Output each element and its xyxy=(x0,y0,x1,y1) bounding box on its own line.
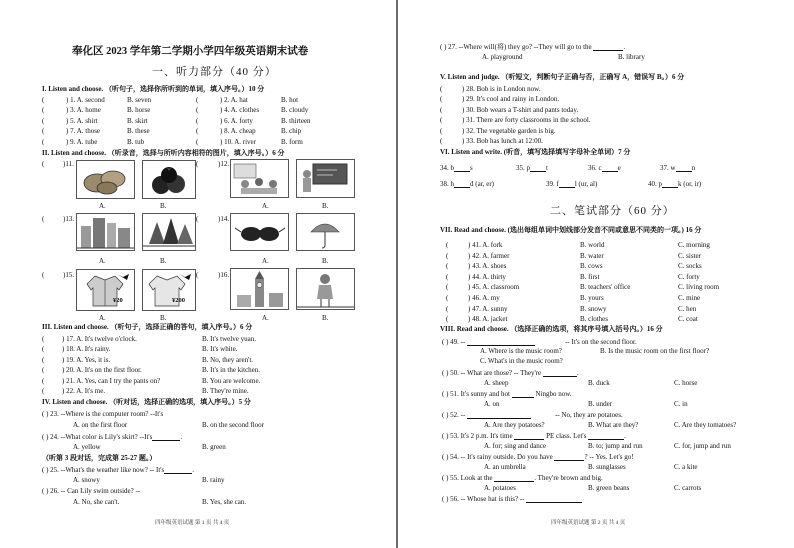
section5-row-5-cell-1: ( xyxy=(440,126,443,135)
q26-option-b: B. Yes, she can. xyxy=(202,498,247,506)
q14-num: )14. xyxy=(218,215,230,223)
section3-row-4-cell-2: ) 20. A. It's on the first floor. xyxy=(62,366,142,375)
q56-answer-blank xyxy=(526,495,582,503)
q14-paren: ( xyxy=(196,215,199,223)
section1-row-2-cell-3: B. horse xyxy=(127,106,151,115)
picture-umbrella xyxy=(296,213,355,251)
section7-heading: VII. Read and choose. (选出每组单词中划线部分发音不同或意思不同类的一项。) 16 分 xyxy=(440,226,702,234)
q26-stem: ( ) 26. -- Can Lily swim outside? -- xyxy=(42,487,141,495)
section1-row-5-cell-6: B. form xyxy=(281,137,303,146)
fill-word-blank[interactable] xyxy=(676,164,692,172)
fill-word-blank[interactable] xyxy=(602,164,618,172)
q55o-option-3: C. carrots xyxy=(674,484,702,492)
section7-row-4-cell-3: B. first xyxy=(580,272,600,281)
section7-row-4-cell-1: ( xyxy=(446,272,449,281)
section3-row-2-cell-2: ) 18. A. It's rainy. xyxy=(62,345,111,354)
fill-word-blank[interactable] xyxy=(454,180,470,188)
q12-option-a: A. xyxy=(262,202,269,210)
q52o-option-2: B. What are they? xyxy=(588,421,639,429)
section8-heading: VIII. Read and choose. （选择正确的选项，将其序号填入括号内。）16 分 xyxy=(440,325,663,333)
section7-row-6-cell-2: ) 46. A. my xyxy=(468,294,500,302)
section7-row-7-cell-4: C. hen xyxy=(678,304,697,313)
section1-row-1-cell-1: ( xyxy=(42,96,45,104)
section5-row-6-cell-2: ) 33. Bob has lunch at 12:00. xyxy=(462,137,543,145)
q12-num: )12. xyxy=(218,160,230,168)
fill-word-blank[interactable] xyxy=(454,164,470,172)
section3-row-4-cell-1: ( xyxy=(42,366,45,375)
picture-teacher-blackboard xyxy=(296,159,355,198)
section1-heading: I. Listen and choose. （听句子，选择你所听到的单词，填入序号。）10 分 xyxy=(42,85,265,93)
fill-word-blank[interactable] xyxy=(559,180,575,188)
q56-text: ( ) 56. -- Whose hat is this? -- xyxy=(442,495,525,503)
fill-word-suffix: s xyxy=(470,164,473,172)
q23-stem: ( ) 23. --Where is the computer room? --It's xyxy=(42,410,164,418)
section3-row-5-cell-1: ( xyxy=(42,376,45,385)
section1-row-2-cell-1: ( xyxy=(42,106,45,115)
q15-paren: ( xyxy=(42,271,45,279)
fill-word-suffix: l (ur, al) xyxy=(574,180,598,188)
q16-option-b: B. xyxy=(322,314,329,322)
section1-row-4-cell-6: B. chip xyxy=(281,127,302,136)
section3-row-6-cell-2: ) 22. A. It's me. xyxy=(62,387,106,395)
fill-word-row1-4 xyxy=(660,164,695,172)
q23-option-b: B. on the second floor xyxy=(202,421,265,429)
section7-row-3-cell-4: C. socks xyxy=(678,262,702,271)
section7-row-6-cell-1: ( xyxy=(446,294,449,302)
q49-option-c: C. What's in the music room? xyxy=(480,357,563,365)
section1-row-1-cell-2: ) 1. A. second xyxy=(66,96,105,104)
section1-row-3-cell-1: ( xyxy=(42,116,45,125)
q52o-option-3: C. Are they tomatoes? xyxy=(674,421,737,429)
section5-row-5-cell-2: ) 32. The vegetable garden is big. xyxy=(462,126,556,135)
section1-row-1-cell-5: ) 2. A. hat xyxy=(220,96,248,104)
q14-option-a: A. xyxy=(262,257,269,265)
q55o-option-1: A. potatoes xyxy=(484,484,516,492)
q27-option-b: B. library xyxy=(618,53,645,61)
section7-row-5-cell-2: ) 45. A. classroom xyxy=(468,283,520,292)
section7-row-8-cell-1: ( xyxy=(446,315,449,324)
section7-row-5-cell-3: B. teachers' office xyxy=(580,283,631,292)
q49-answer-blank xyxy=(467,338,535,346)
q27-option-a: A. playground xyxy=(482,53,523,61)
section5-row-1-cell-2: ) 28. Bob is in London now. xyxy=(462,85,541,93)
section1-row-5-cell-1: ( xyxy=(42,137,45,146)
part1-heading: 一、听力部分（40 分） xyxy=(152,66,277,78)
section3-row-3-cell-3: B. No, they aren't. xyxy=(202,355,254,364)
section1-row-5-cell-2: ) 9. A. tube xyxy=(66,137,98,146)
q11-option-b: B. xyxy=(160,202,167,210)
q16-option-a: A. xyxy=(262,314,269,322)
picture-city-buildings xyxy=(76,213,135,251)
q16-paren: ( xyxy=(196,271,199,279)
fill-word-prefix: 39. f xyxy=(546,180,559,188)
q50-tail: . xyxy=(576,369,579,377)
section7-row-2-cell-3: B. water xyxy=(580,251,604,260)
section7-row-5-cell-4: C. living room xyxy=(678,283,720,292)
section1-row-3-cell-4: ( xyxy=(196,116,199,125)
q49-stem xyxy=(442,338,637,346)
q55-stem xyxy=(442,474,603,482)
section7-row-1-cell-4: C. morning xyxy=(678,241,710,249)
q54o-option-3: C. a kite xyxy=(674,463,698,471)
section7-row-6-cell-3: B. yours xyxy=(580,294,604,302)
section7-row-6-cell-4: C. mine xyxy=(678,294,701,302)
q52o-option-1: A. Are they potatoes? xyxy=(484,421,545,429)
fill-word-prefix: 35. p xyxy=(516,164,530,172)
section5-row-2-cell-1: ( xyxy=(440,95,443,104)
fill-word-row1-2 xyxy=(516,164,548,172)
q54-stem xyxy=(442,453,634,461)
q26-option-a: A. No, she can't. xyxy=(73,498,120,506)
section3-row-1-cell-1: ( xyxy=(42,335,45,343)
section1-row-3-cell-3: B. skirt xyxy=(127,116,148,125)
picture-potatoes xyxy=(76,160,135,199)
q50-stem xyxy=(442,369,579,377)
section7-row-3-cell-3: B. cows xyxy=(580,262,603,271)
picture-tomatoes xyxy=(142,160,199,199)
q52-text: ( ) 52. -- xyxy=(442,411,466,419)
section1-row-4-cell-1: ( xyxy=(42,127,45,136)
q15-option-b: B. xyxy=(160,314,167,322)
q54-text: ( ) 54. -- It's rainy outside. Do you have xyxy=(442,453,553,461)
q51-tail: Ningbo now. xyxy=(535,390,572,398)
q27-text: ( ) 27. --Where will(将) they go? --They will go to the xyxy=(440,43,592,51)
section5-heading: V. Listen and judge. （听短文，判断句子正确与否，正确写 A，错误写 B。）6 分 xyxy=(440,73,685,81)
price-tag-b: ¥200 xyxy=(172,297,185,304)
section6-heading: VI. Listen and write. (听音，填写选择填写字母补全单词）7 分 xyxy=(440,148,631,156)
q55-tail: . They're brown and big. xyxy=(534,474,603,482)
section1-row-5-cell-3: B. tub xyxy=(127,137,145,146)
q13-paren: ( xyxy=(42,215,45,223)
q25-text: ( ) 25. --What's the weather like now? -- It's xyxy=(42,466,165,474)
section7-row-4-cell-2: ) 44. A. thirty xyxy=(468,272,506,281)
q52-stem xyxy=(442,411,623,419)
q49-option-a: A. Where is the music room? xyxy=(480,347,562,355)
section5-row-1-cell-1: ( xyxy=(440,85,443,93)
q25-stem xyxy=(42,466,194,474)
q24-stem xyxy=(42,433,182,441)
section7-row-1-cell-1: ( xyxy=(446,241,449,249)
picture-sunglasses xyxy=(230,213,289,251)
section3-row-4-cell-3: B. It's in the kitchen. xyxy=(202,366,261,375)
section7-row-3-cell-2: ) 43. A. shoes xyxy=(468,262,507,271)
q53o-option-3: C. for, jump and run xyxy=(674,442,731,450)
fill-word-prefix: 34. b xyxy=(440,164,454,172)
q53o-option-1: A. for; sing and dance xyxy=(484,442,547,450)
price-tag-a: ¥20 xyxy=(113,297,123,304)
section7-row-3-cell-1: ( xyxy=(446,262,449,271)
section3-row-3-cell-2: ) 19. A. Yes, it is. xyxy=(62,355,111,364)
section7-row-7-cell-2: ) 47. A. sunny xyxy=(468,304,508,313)
fill-word-suffix: e xyxy=(617,164,621,172)
section3-heading: III. Listen and choose. （听句子，选择正确的答句，填入序号。）6 分 xyxy=(42,323,253,331)
fill-word-suffix: n xyxy=(691,164,696,172)
section1-row-4-cell-3: B. these xyxy=(127,127,150,136)
fill-word-row2-1 xyxy=(440,180,494,188)
q24-answer-blank xyxy=(152,433,183,441)
section1-row-2-cell-5: ) 4. A. clothes xyxy=(220,106,260,115)
section3-row-2-cell-3: B. It's white. xyxy=(202,345,238,354)
fill-word-row2-2 xyxy=(546,180,597,188)
q12-option-b: B. xyxy=(322,202,329,210)
picture-jacket-price-20 xyxy=(76,269,135,311)
section1-row-1-cell-3: B. seven xyxy=(127,96,152,104)
q54o-option-1: A. an umbrella xyxy=(484,463,526,471)
section7-row-4-cell-4: C. forty xyxy=(678,272,700,281)
fill-word-prefix: 37. w xyxy=(660,164,676,172)
section7-row-7-cell-3: B. snowy xyxy=(580,304,607,313)
section1-row-3-cell-2: ) 5. A. shirt xyxy=(66,116,98,125)
section1-row-5-cell-5: ) 10. A. river xyxy=(220,137,256,146)
q50o-option-2: B. duck xyxy=(588,379,610,387)
section1-row-4-cell-4: ( xyxy=(196,127,199,136)
section5-row-3-cell-2: ) 30. Bob wears a T-shirt and pants today. xyxy=(462,105,579,114)
fill-word-row1-1 xyxy=(440,164,473,172)
exam-title: 奉化区 2023 学年第二学期小学四年级英语期末试卷 xyxy=(72,46,309,57)
section7-row-5-cell-1: ( xyxy=(446,283,449,292)
section5-row-3-cell-1: ( xyxy=(440,105,443,114)
q50-answer-blank xyxy=(543,369,577,377)
section7-row-2-cell-1: ( xyxy=(446,251,449,260)
page-right xyxy=(398,0,794,548)
section7-row-8-cell-2: ) 48. A. jacket xyxy=(468,315,508,324)
q52-answer-blank xyxy=(467,411,531,419)
picture-pine-trees xyxy=(142,213,199,251)
q23-option-a: A. on the first floor xyxy=(73,421,128,429)
q52-reply: -- No, they are potatoes. xyxy=(555,411,623,419)
section3-row-6-cell-1: ( xyxy=(42,387,45,395)
fill-word-prefix: 40. p xyxy=(648,180,662,188)
q53-answer-blank-1 xyxy=(514,432,544,440)
q13-num: )13. xyxy=(63,215,75,223)
section1-row-2-cell-2: ) 3. A. home xyxy=(66,106,101,115)
section1-row-1-cell-4: ( xyxy=(196,96,199,104)
q53-stem xyxy=(442,432,626,440)
q53-text: ( ) 53. It's 2 p.m. It's time xyxy=(442,432,513,440)
q53-tail: . xyxy=(624,432,626,440)
section5-row-2-cell-2: ) 29. It's cool and rainy in London. xyxy=(462,95,560,104)
q50o-option-3: C. horse xyxy=(674,379,698,387)
q55-text: ( ) 55. Look at the xyxy=(442,474,493,482)
dialogue3-note: （听第 3 段对话，完成第 25-27 题。） xyxy=(42,454,157,462)
page-left xyxy=(0,0,396,548)
section7-row-1-cell-3: B. world xyxy=(580,241,605,249)
part2-heading: 二、笔试部分（60 分） xyxy=(550,205,675,217)
section1-row-2-cell-6: B. cloudy xyxy=(281,106,309,115)
fill-word-row2-3 xyxy=(648,180,701,188)
q24-text: ( ) 24. --What color is Lily's skirt? --It's xyxy=(42,433,153,441)
fill-word-blank[interactable] xyxy=(530,164,546,172)
section1-row-4-cell-5: ) 8. A. cheap xyxy=(220,127,256,136)
q50-text: ( ) 50. -- What are those? -- They're xyxy=(442,369,542,377)
q53-answer-blank-2 xyxy=(588,432,624,440)
section3-row-1-cell-3: B. It's twelve yuan. xyxy=(202,335,256,343)
q49-option-b: B. Is the music room on the first floor? xyxy=(600,347,710,355)
q15-option-a: A. xyxy=(99,314,106,322)
q27-stem xyxy=(440,43,625,51)
picture-person-outdoors xyxy=(296,268,355,310)
q27-tail: . xyxy=(623,43,626,51)
q13-option-a: A. xyxy=(99,257,106,265)
q24-tail: . xyxy=(180,433,183,441)
q51o-option-1: A. on xyxy=(484,400,500,408)
section7-row-8-cell-4: C. coat xyxy=(678,315,698,324)
q54o-option-2: B. sunglasses xyxy=(588,463,626,471)
picture-classroom-students xyxy=(230,159,289,198)
q51-stem xyxy=(442,390,572,398)
section1-row-2-cell-4: ( xyxy=(196,106,199,115)
q12-paren: ( xyxy=(196,160,199,168)
fill-word-suffix: d (ar, er) xyxy=(470,180,495,188)
page1-footer: 四年级英语试题 第 1 页 共 4 页 xyxy=(155,520,230,526)
section7-row-7-cell-1: ( xyxy=(446,304,449,313)
fill-word-blank[interactable] xyxy=(662,180,678,188)
fill-word-prefix: 36. c xyxy=(588,164,602,172)
q51-answer-blank xyxy=(512,390,534,398)
q11-option-a: A. xyxy=(99,202,106,210)
q55-answer-blank xyxy=(494,474,534,482)
section3-row-2-cell-1: ( xyxy=(42,345,45,354)
q55o-option-2: B. green beans xyxy=(588,484,630,492)
section1-row-4-cell-2: ) 7. A. those xyxy=(66,127,101,136)
q13-option-b: B. xyxy=(160,257,167,265)
section2-heading: II. Listen and choose. （听录音，选择与所听内容相符的图片，填入序号。）6 分 xyxy=(42,149,285,157)
section3-row-3-cell-1: ( xyxy=(42,355,45,364)
section7-row-1-cell-2: ) 41. A. fork xyxy=(468,241,503,249)
picture-london-tower xyxy=(230,268,289,310)
page2-footer: 四年级英语试题 第 2 页 共 4 页 xyxy=(551,520,626,526)
section3-row-6-cell-3: B. They're mine. xyxy=(202,387,249,395)
section3-row-5-cell-2: ) 21. A. Yes, can I try the pants on? xyxy=(62,376,161,385)
q24-option-b: B. green xyxy=(202,443,226,451)
section3-row-1-cell-2: ) 17. A. It's twelve o'clock. xyxy=(62,335,137,343)
q50o-option-1: A. sheep xyxy=(484,379,509,387)
q11-num: )11. xyxy=(63,160,74,168)
picture-shirt-price-200 xyxy=(142,269,199,311)
q53-mid: PE class. Let's xyxy=(546,432,587,440)
q51-text: ( ) 51. It's sunny and hot xyxy=(442,390,510,398)
section7-row-2-cell-2: ) 42. A. farmer xyxy=(468,251,510,260)
q51o-option-3: C. in xyxy=(674,400,688,408)
section7-row-2-cell-4: C. sister xyxy=(678,251,701,260)
q24-option-a: A. yellow xyxy=(73,443,101,451)
section5-row-4-cell-1: ( xyxy=(440,116,443,125)
section1-row-3-cell-5: ) 6. A. forty xyxy=(220,116,253,125)
section5-row-4-cell-2: ) 31. There are forty classrooms in the school. xyxy=(462,116,591,125)
fill-word-prefix: 38. h xyxy=(440,180,454,188)
q25-tail: . xyxy=(192,466,195,474)
section1-row-3-cell-6: B. thirteen xyxy=(281,116,311,125)
section7-row-8-cell-3: B. clothes xyxy=(580,315,608,324)
q51o-option-2: B. under xyxy=(588,400,613,408)
q27-answer-blank xyxy=(593,43,626,51)
q11-paren: ( xyxy=(42,160,45,168)
q49-reply: -- It's on the second floor. xyxy=(565,338,637,346)
q49-text: ( ) 49. -- xyxy=(442,338,466,346)
section4-heading: IV. Listen and choose. （听对话，选择正确的选项，填入序号。）5 分 xyxy=(42,398,251,406)
q56-stem xyxy=(442,495,582,503)
section1-row-5-cell-4: ( xyxy=(196,137,199,146)
section1-row-1-cell-6: B. hot xyxy=(281,96,299,104)
q53o-option-2: B. to; jump and run xyxy=(588,442,643,450)
fill-word-row1-3 xyxy=(588,164,621,172)
q25-answer-blank xyxy=(164,466,195,474)
fill-word-suffix: t xyxy=(546,164,548,172)
fill-word-suffix: k (or, ir) xyxy=(678,180,702,188)
q54-answer-blank xyxy=(554,453,584,461)
q15-num: )15. xyxy=(63,271,75,279)
q16-num: )16. xyxy=(218,271,230,279)
section3-row-5-cell-3: B. You are welcome. xyxy=(202,376,261,385)
q14-option-b: B. xyxy=(322,257,329,265)
q25-option-a: A. snowy xyxy=(73,476,100,484)
q54-tail: ? -- Yes. Let's go! xyxy=(584,453,634,461)
section5-row-6-cell-1: ( xyxy=(440,137,443,145)
q25-option-b: B. rainy xyxy=(202,476,225,484)
